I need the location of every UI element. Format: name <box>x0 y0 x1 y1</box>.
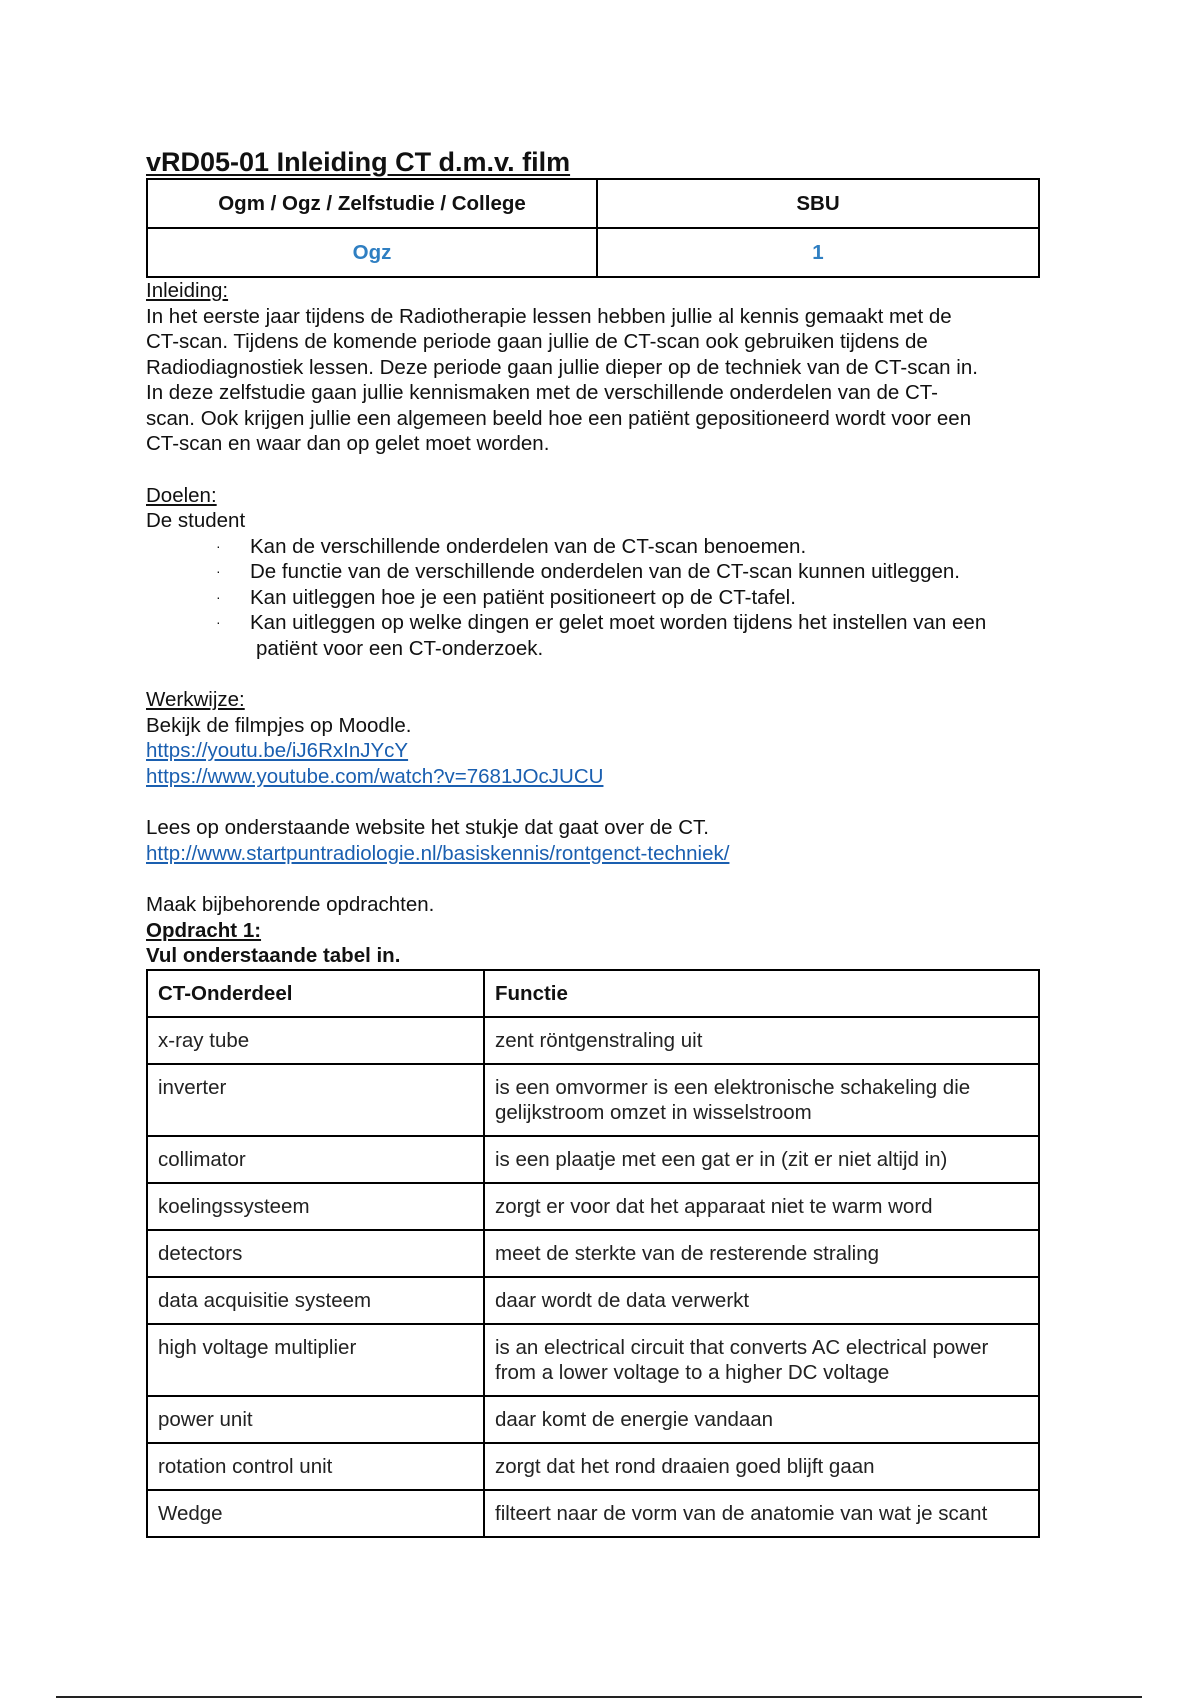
table-row <box>147 1324 1039 1396</box>
function-cell: zorgt dat het rond draaien goed blijft gaan <box>484 1443 1039 1490</box>
goals-lead: De student <box>146 509 246 532</box>
method-heading: Werkwijze: <box>146 688 245 711</box>
table-row <box>147 1064 1039 1136</box>
assignment-instruction: Vul onderstaande tabel in. <box>146 944 401 967</box>
function-cell: zorgt er voor dat het apparaat niet te warm word <box>484 1183 1039 1230</box>
function-cell: daar komt de energie vandaan <box>484 1396 1039 1443</box>
bullet-icon: · <box>216 563 221 579</box>
function-cell: meet de sterkte van de resterende straling <box>484 1230 1039 1277</box>
table-row <box>147 1183 1039 1230</box>
method-line-assignments: Maak bijbehorende opdrachten. <box>146 893 435 916</box>
intro-line: Radiodiagnostiek lessen. Deze periode gaan jullie dieper op de techniek van de CT-scan in. <box>146 355 978 379</box>
intro-section <box>146 278 1046 457</box>
assignment-heading: Opdracht 1: <box>146 918 262 942</box>
meta-table <box>146 178 1040 278</box>
part-cell: collimator <box>147 1136 484 1183</box>
part-cell: inverter <box>147 1064 484 1136</box>
meta-header-type: Ogm / Ogz / Zelfstudie / College <box>147 179 597 228</box>
goal-item: · De functie van de verschillende onderdelen van de CT-scan kunnen uitleggen. <box>216 560 960 583</box>
bullet-icon: · <box>216 588 221 605</box>
function-cell: is een plaatje met een gat er in (zit er niet altijd in) <box>484 1136 1039 1183</box>
table-row <box>147 1017 1039 1064</box>
method-section <box>146 687 1046 918</box>
table-row <box>147 1490 1039 1537</box>
intro-line: scan. Ook krijgen jullie een algemeen beeld hoe een patiënt gepositioneerd wordt voor een <box>146 406 972 430</box>
meta-header-sbu: SBU <box>597 179 1039 228</box>
column-header-part: CT-Onderdeel <box>147 970 484 1017</box>
goal-item: · Kan uitleggen hoe je een patiënt positioneert op de CT-tafel. <box>216 585 796 609</box>
intro-line: CT-scan. Tijdens de komende periode gaan jullie de CT-scan ook gebruiken tijdens de <box>146 330 928 353</box>
part-cell: rotation control unit <box>147 1443 484 1490</box>
ct-parts-table <box>146 969 1040 1538</box>
document-page <box>146 146 1046 1538</box>
intro-line: In het eerste jaar tijdens de Radiotherapie lessen hebben jullie al kennis gemaakt met de <box>146 304 952 328</box>
part-cell: x-ray tube <box>147 1017 484 1064</box>
part-cell: high voltage multiplier <box>147 1324 484 1396</box>
method-line-website: Lees op onderstaande website het stukje dat gaat over de CT. <box>146 816 709 839</box>
goal-item-continuation: patiënt voor een CT-onderzoek. <box>256 636 544 660</box>
intro-line: CT-scan en waar dan op gelet moet worden. <box>146 432 550 455</box>
goals-heading: Doelen: <box>146 483 217 507</box>
table-header-row <box>147 970 1039 1017</box>
page-bottom-divider <box>56 1696 1142 1698</box>
meta-value-type: Ogz <box>147 228 597 277</box>
method-line-moodle: Bekijk de filmpjes op Moodle. <box>146 713 412 737</box>
bullet-icon: · <box>216 537 221 554</box>
goals-list <box>146 534 1046 662</box>
goal-item: · Kan uitleggen op welke dingen er gelet moet worden tijdens het instellen van een patiënt voor een CT-onderzoek. <box>216 611 987 660</box>
function-cell: is an electrical circuit that converts AC electrical power from a lower voltage to a higher DC voltage <box>484 1324 1039 1396</box>
video-link-1[interactable]: https://youtu.be/iJ6RxInJYcY <box>146 739 409 762</box>
function-cell: is een omvormer is een elektronische schakeling die gelijkstroom omzet in wisselstroom <box>484 1064 1039 1136</box>
function-cell: filteert naar de vorm van de anatomie van wat je scant <box>484 1490 1039 1537</box>
video-link-2[interactable]: https://www.youtube.com/watch?v=7681JOcJUCU <box>146 764 604 788</box>
assignment-section <box>146 918 1046 969</box>
function-cell: daar wordt de data verwerkt <box>484 1277 1039 1324</box>
function-cell: zent röntgenstraling uit <box>484 1017 1039 1064</box>
website-link[interactable]: http://www.startpuntradiologie.nl/basiskennis/rontgenct-techniek/ <box>146 841 730 865</box>
table-row <box>147 1277 1039 1324</box>
part-cell: data acquisitie systeem <box>147 1277 484 1324</box>
goals-section <box>146 483 1046 662</box>
table-row <box>147 1230 1039 1277</box>
part-cell: detectors <box>147 1230 484 1277</box>
table-row <box>147 1443 1039 1490</box>
table-row <box>147 1396 1039 1443</box>
part-cell: power unit <box>147 1396 484 1443</box>
page-title: vRD05-01 Inleiding CT d.m.v. film <box>146 147 571 177</box>
goal-item: · Kan de verschillende onderdelen van de CT-scan benoemen. <box>216 534 807 558</box>
intro-line: In deze zelfstudie gaan jullie kennismaken met de verschillende onderdelen van de CT- <box>146 381 939 404</box>
bullet-icon: · <box>216 614 221 630</box>
intro-heading: Inleiding: <box>146 279 229 302</box>
part-cell: Wedge <box>147 1490 484 1537</box>
part-cell: koelingssysteem <box>147 1183 484 1230</box>
table-row <box>147 1136 1039 1183</box>
column-header-function: Functie <box>484 970 1039 1017</box>
meta-value-sbu: 1 <box>597 228 1039 277</box>
